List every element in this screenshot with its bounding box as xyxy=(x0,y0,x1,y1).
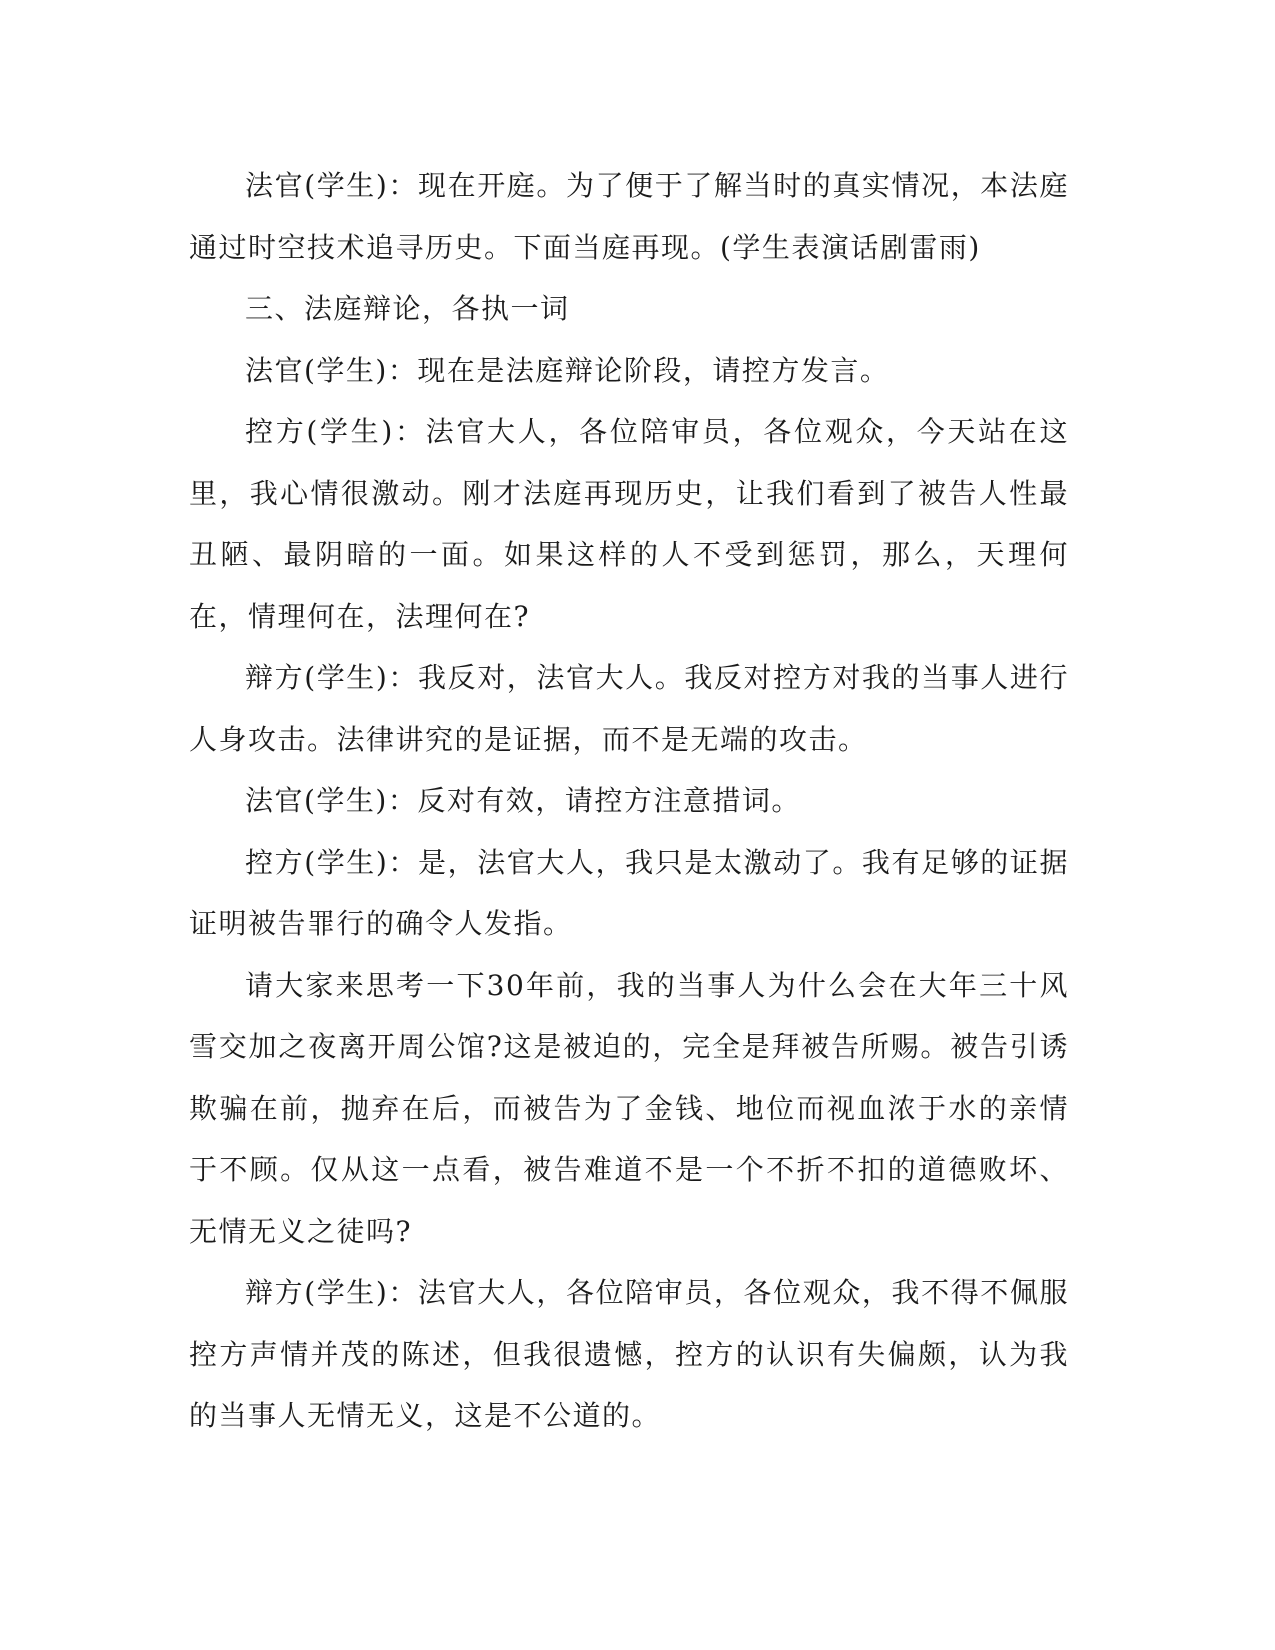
paragraph-prosecution-argument: 请大家来思考一下30年前，我的当事人为什么会在大年三十风雪交加之夜离开周公馆?这是被迫的，完全是拜被告所赐。被告引诱欺骗在前，抛弃在后，而被告为了金钱、地位而视血浓于水的亲情于不顾。仅从这一点看，被告难道不是一个不折不扣的道德败坏、无情无义之徒吗? xyxy=(189,968,1069,1248)
paragraph-prosecution-response: 控方(学生)：是，法官大人，我只是太激动了。我有足够的证据证明被告罪行的确令人发指。 xyxy=(189,845,1069,940)
paragraph-judge-calls-prosecution: 法官(学生)：现在是法庭辩论阶段，请控方发言。 xyxy=(245,353,890,387)
paragraph-defense-objection: 辩方(学生)：我反对，法官大人。我反对控方对我的当事人进行人身攻击。法律讲究的是证据，而不是无端的攻击。 xyxy=(189,661,1069,756)
document-body xyxy=(189,155,1069,1447)
paragraph-judge-sustains: 法官(学生)：反对有效，请控方注意措词。 xyxy=(245,784,801,817)
paragraph-defense-rebuttal: 辩方(学生)：法官大人，各位陪审员，各位观众，我不得不佩服控方声情并茂的陈述，但我很遗憾，控方的认识有失偏颇，认为我的当事人无情无义，这是不公道的。 xyxy=(189,1276,1069,1432)
paragraph-judge-opens-court: 法官(学生)：现在开庭。为了便于了解当时的真实情况，本法庭通过时空技术追寻历史。下面当庭再现。(学生表演话剧雷雨) xyxy=(189,169,1069,264)
paragraph-prosecution-opening: 控方(学生)：法官大人，各位陪审员，各位观众，今天站在这里，我心情很激动。刚才法庭再现历史，让我们看到了被告人性最丑陋、最阴暗的一面。如果这样的人不受到惩罚，那么，天理何在，情理何在，法理何在? xyxy=(189,415,1069,633)
section-heading-court-debate: 三、法庭辩论，各执一词 xyxy=(245,292,570,325)
